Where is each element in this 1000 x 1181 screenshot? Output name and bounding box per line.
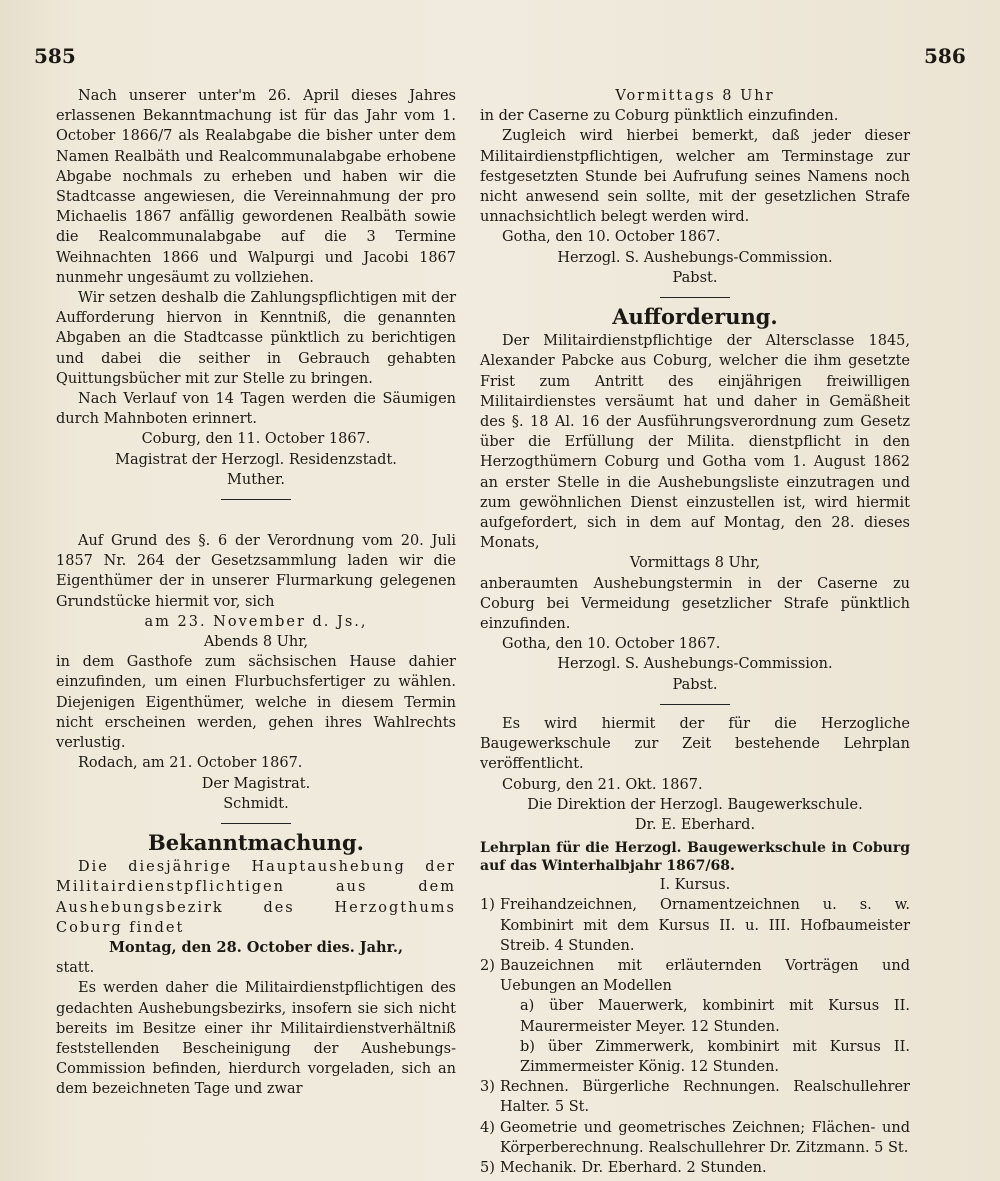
divider <box>221 499 291 500</box>
notice-signature: Der Magistrat. <box>201 775 311 792</box>
divider <box>660 297 730 298</box>
notice-heading: Aufforderung. <box>612 304 778 330</box>
notice-time-line: Vormittags 8 Uhr, <box>629 555 761 572</box>
notice-date: Coburg, den 21. Okt. 1867. <box>502 776 703 793</box>
notice-date-line: am 23. November d. Js., <box>144 613 368 630</box>
notice-body: in der Caserne zu Coburg pünktlich einzufinden. <box>480 108 839 125</box>
notice-signature-name: Muther. <box>227 471 285 488</box>
left-column <box>56 86 456 1100</box>
list-item: 2) Bauzeichnen mit erläuternden Vorträgen und Uebungen an Modellen a) über Mauerwerk, kombinirt mit Kursus II. Maurermeister Meyer. 12 Stunden. b) über Zimmerwerk, kombinirt mit Kursus II. Zimmermeister König. 12 Stunden. <box>480 956 910 1077</box>
notice-signature-name: Pabst. <box>672 676 718 693</box>
notice-date: Coburg, den 11. October 1867. <box>141 431 371 448</box>
list-subitem: a) über Mauerwerk, kombinirt mit Kursus II. Maurermeister Meyer. 12 Stunden. <box>520 998 910 1035</box>
notice-signature-name: Schmidt. <box>223 795 289 812</box>
page-number-right: 586 <box>924 44 966 68</box>
course-heading: I. Kursus. <box>659 877 731 894</box>
notice-body: anberaumten Aushebungstermin in der Caserne zu Coburg bei Vermeidung gesetzlicher Strafe pünktlich einzufinden. <box>480 575 910 633</box>
divider <box>221 823 291 824</box>
notice-signature: Die Direktion der Herzogl. Baugewerkschule. <box>527 796 863 813</box>
notice-body: in dem Gasthofe zum sächsischen Hause dahier einzufinden, um einen Flurbuchsfertiger zu wählen. Diejenigen Eigenthümer, welche in diesem Termin nicht erscheinen werden, gehen ihres Wahlrechts verlustig. <box>56 654 456 752</box>
notice-body: Nach Verlauf von 14 Tagen werden die Säumigen durch Mahnboten erinnert. <box>56 391 456 428</box>
notice-heading: Bekanntmachung. <box>148 829 364 855</box>
notice-body: Es wird hiermit der für die Herzogliche Baugewerkschule zur Zeit bestehende Lehrplan veröffentlicht. <box>480 715 910 773</box>
course-list <box>480 895 910 1178</box>
notice-time-line: Vormittags 8 Uhr <box>615 88 775 104</box>
notice-body: Nach unserer unter'm 26. April dieses Jahres erlassenen Bekanntmachung ist für das Jahr vom 1. October 1866/7 als Realabgabe die bisher unter dem Namen Realbäth und Realcommunalabgabe erhobene Abgabe nochmals zu erheben und haben wir die Stadtcasse angewiesen, die Vereinnahmung der pro Michaelis 1867 anfällig gewordenen Realbäth sowie die Realcommunalabgabe auf die 3 Termine Weihnachten 1866 und Walpurgi und Jacobi 1867 nunmehr ungesäumt zu vollziehen. <box>56 88 456 286</box>
notice-body: Der Militairdienstpflichtige der Altersclasse 1845, Alexander Pabcke aus Coburg, welcher die ihm gesetzte Frist zum Antritt des einjährigen freiwilligen Militairdienstes versäumt hat und daher in Gemäßheit des §. 18 Al. 16 der Ausführungsverordnung zum Gesetz über die Erfüllung der Milita. dienstpflicht in den Herzogthümern Coburg und Gotha vom 1. August 1862 an erster Stelle in die Aushebungsliste einzutragen und zum gewöhnlichen Dienst einzustellen ist, wird hiermit aufgefordert, sich in dem auf Montag, den 28. dieses Monats, <box>480 333 910 552</box>
notice-body: Es werden daher die Militairdienstpflichtigen des gedachten Aushebungsbezirks, insofern sie sich nicht bereits im Besitze einer ihr Militairdienstverhältniß feststellenden Bescheinigung der Aushebungs-Commission befinden, hierdurch vorgeladen, sich an dem bezeichneten Tage und zwar <box>56 980 456 1098</box>
notice-aufforderung <box>480 304 910 695</box>
notice-body: Wir setzen deshalb die Zahlungspflichtigen mit der Aufforderung hiervon in Kenntniß, die genannten Abgaben an die Stadtcasse pünktlich zu berichtigen und dabei die seither in Gebrauch gehabten Quittungsbücher mit zur Stelle zu bringen. <box>56 290 456 387</box>
divider <box>660 704 730 705</box>
notice-date: Gotha, den 10. October 1867. <box>502 636 721 653</box>
notice-lehrplan <box>480 714 910 1178</box>
notice-date-line: Montag, den 28. October dies. Jahr., <box>108 938 404 956</box>
notice-date: Rodach, am 21. October 1867. <box>78 755 303 772</box>
notice-signature: Herzogl. S. Aushebungs-Commission. <box>557 656 833 673</box>
list-item: 4) Geometrie und geometrisches Zeichnen; Flächen- und Körperberechnung. Realschullehrer Dr. Zitzmann. 5 St. <box>480 1119 910 1156</box>
lehrplan-title: Lehrplan für die Herzogl. Baugewerkschule in Coburg auf das Winterhalbjahr 1867/68. <box>480 840 910 875</box>
notice-flurbuch <box>56 531 456 814</box>
notice-body: Auf Grund des §. 6 der Verordnung vom 20. Juli 1857 Nr. 264 der Gesetzsammlung laden wir die Eigenthümer der in unserer Flurmarkung gelegenen Grundstücke hiermit vor, sich <box>56 533 456 610</box>
notice-time-line: Abends 8 Uhr, <box>203 634 309 651</box>
list-item: 3) Rechnen. Bürgerliche Rechnungen. Realschullehrer Halter. 5 St. <box>480 1079 910 1116</box>
page-number-left: 585 <box>34 44 76 68</box>
notice-date: Gotha, den 10. October 1867. <box>502 229 721 246</box>
list-item: 1) Freihandzeichnen, Ornamentzeichnen u. s. w. Kombinirt mit dem Kursus II. u. III. Hofbaumeister Streib. 4 Stunden. <box>480 897 910 954</box>
notice-body: Zugleich wird hierbei bemerkt, daß jeder dieser Militairdienstpflichtigen, welcher am Terminstage zur festgesetzten Stunde bei Aufrufung seines Namens noch nicht anwesend sein sollte, mit der gesetzlichen Strafe unnachsichtlich belegt werden wird. <box>480 128 910 226</box>
notice-signature-name: Pabst. <box>672 269 718 286</box>
notice-signature: Herzogl. S. Aushebungs-Commission. <box>557 249 833 266</box>
notice-signature-name: Dr. E. Eberhard. <box>634 816 756 833</box>
notice-body: statt. <box>56 960 95 977</box>
notice-signature: Magistrat der Herzogl. Residenzstadt. <box>115 451 397 468</box>
notice-aushebung-continued <box>480 86 910 288</box>
right-column <box>480 86 910 1178</box>
notice-realabgabe <box>56 86 456 490</box>
notice-body: Die diesjährige Hauptaushebung der Militairdienstpflichtigen aus dem Aushebungsbezirk des Herzogthums Coburg findet <box>56 859 456 936</box>
list-item: 5) Mechanik. Dr. Eberhard. 2 Stunden. <box>480 1159 767 1176</box>
notice-aushebung <box>56 829 456 1100</box>
list-subitem: b) über Zimmerwerk, kombinirt mit Kursus II. Zimmermeister König. 12 Stunden. <box>520 1038 910 1075</box>
